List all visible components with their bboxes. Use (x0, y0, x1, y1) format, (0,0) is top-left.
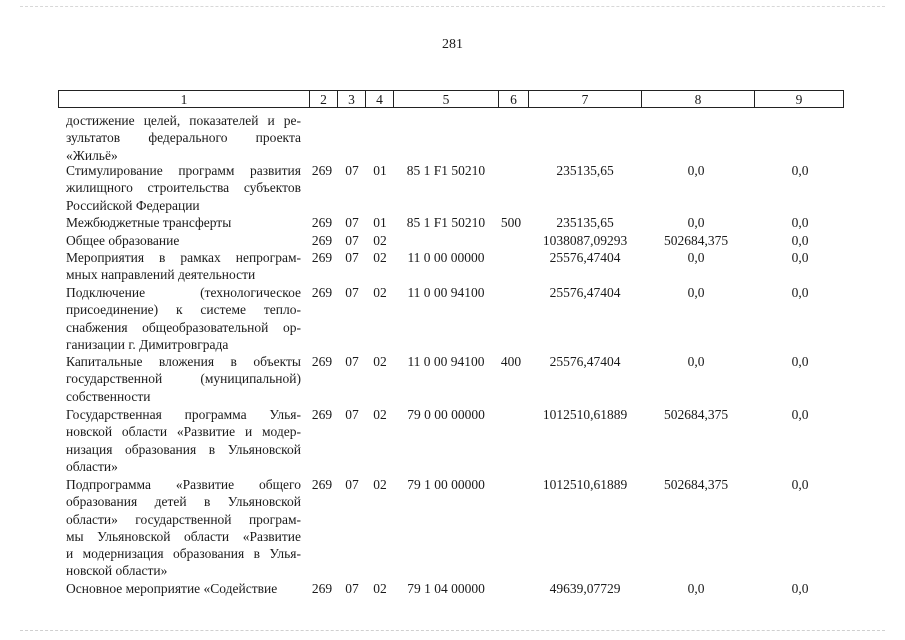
row-name-line: низация образования в Ульяновской (66, 441, 301, 457)
cell-col-2: 269 (311, 581, 333, 596)
header-col-5: 5 (393, 91, 498, 107)
cell-col-5: 11 0 00 94100 (407, 354, 485, 369)
cell-col-7: 1012510,61889 (542, 477, 628, 492)
cell-col-2: 269 (311, 250, 333, 265)
row-name (66, 353, 301, 405)
cell-col-3: 07 (345, 407, 359, 422)
row-name-line: Межбюджетные трансферты (66, 215, 232, 230)
cell-col-4: 02 (373, 233, 387, 248)
cell-col-8: 0,0 (687, 163, 705, 178)
header-col-3: 3 (337, 91, 365, 107)
row-name-line: области» (66, 458, 118, 474)
cell-col-5: 85 1 F1 50210 (406, 215, 486, 230)
header-col-8: 8 (641, 91, 754, 107)
cell-col-4: 02 (373, 354, 387, 369)
cell-col-2: 269 (311, 233, 333, 248)
cell-col-2: 269 (311, 354, 333, 369)
row-name-line: зультатов федерального проекта (66, 130, 301, 146)
header-col-9: 9 (754, 91, 843, 107)
cell-col-7: 235135,65 (556, 163, 614, 178)
row-name-line: Подключение (технологическое (66, 285, 301, 300)
cell-col-3: 07 (345, 250, 359, 265)
cell-col-2: 269 (311, 407, 333, 422)
cell-col-8: 0,0 (687, 250, 705, 265)
cell-col-5: 79 0 00 00000 (407, 407, 485, 422)
cell-col-5: 11 0 00 94100 (407, 285, 485, 300)
row-name-line: мы Ульяновской области «Развитие (66, 528, 301, 544)
cell-col-7: 1038087,09293 (542, 233, 628, 248)
row-name (66, 284, 301, 353)
row-name-line: присоединение) к системе тепло- (66, 302, 301, 318)
header-col-6: 6 (498, 91, 528, 107)
cell-col-6: 500 (500, 215, 522, 230)
cell-col-7: 25576,47404 (549, 285, 621, 300)
cell-col-9: 0,0 (791, 285, 809, 300)
cell-col-7: 49639,07729 (549, 581, 621, 596)
header-col-7: 7 (528, 91, 641, 107)
cell-col-2: 269 (311, 477, 333, 492)
cell-col-2: 269 (311, 215, 333, 230)
cell-col-4: 01 (373, 215, 387, 230)
cell-col-3: 07 (345, 354, 359, 369)
cell-col-5: 11 0 00 00000 (407, 250, 485, 265)
cell-col-9: 0,0 (791, 477, 809, 492)
cell-col-9: 0,0 (791, 215, 809, 230)
row-name-line: Стимулирование программ развития (66, 163, 301, 178)
cell-col-9: 0,0 (791, 233, 809, 248)
cell-col-5: 85 1 F1 50210 (406, 163, 486, 178)
row-name-line: Государственная программа Улья- (66, 407, 301, 422)
cell-col-8: 0,0 (687, 581, 705, 596)
row-name-line: Капитальные вложения в объекты (66, 354, 301, 369)
row-name-line: «Жильё» (66, 147, 118, 163)
row-name (66, 406, 301, 475)
cell-col-2: 269 (311, 163, 333, 178)
cell-col-4: 02 (373, 285, 387, 300)
cell-col-9: 0,0 (791, 581, 809, 596)
cell-col-5: 79 1 00 00000 (407, 477, 485, 492)
header-col-1: 1 (180, 92, 188, 107)
row-name-line: жилищного строительства субъектов (66, 180, 301, 196)
cell-col-9: 0,0 (791, 354, 809, 369)
cell-col-3: 07 (345, 233, 359, 248)
row-name-line: Российской Федерации (66, 197, 200, 213)
cell-col-7: 235135,65 (556, 215, 614, 230)
row-name-line: Подпрограмма «Развитие общего (66, 477, 301, 492)
cell-col-4: 02 (373, 407, 387, 422)
cell-col-3: 07 (345, 581, 359, 596)
row-name-line: Мероприятия в рамках непрограм- (66, 250, 301, 265)
row-name (66, 112, 301, 164)
row-name (66, 580, 301, 597)
row-name-line: собственности (66, 388, 151, 404)
row-name-line: образования детей в Ульяновской (66, 494, 301, 510)
cell-col-9: 0,0 (791, 407, 809, 422)
row-name (66, 214, 301, 231)
cell-col-8: 0,0 (687, 215, 705, 230)
row-name (66, 249, 301, 284)
cell-col-4: 01 (373, 163, 387, 178)
row-name (66, 232, 301, 249)
row-name-line: государственной (муниципальной) (66, 371, 301, 387)
row-name (66, 476, 301, 580)
row-name-line: достижение целей, показателей и ре- (66, 113, 301, 128)
header-col-2: 2 (309, 91, 337, 107)
cell-col-4: 02 (373, 477, 387, 492)
cell-col-2: 269 (311, 285, 333, 300)
cell-col-8: 502684,375 (663, 477, 729, 492)
cell-col-9: 0,0 (791, 163, 809, 178)
row-name-line: снабжения общеобразовательной ор- (66, 319, 301, 335)
row-name (66, 162, 301, 214)
cell-col-7: 25576,47404 (549, 250, 621, 265)
row-name-line: ганизации г. Димитровграда (66, 336, 229, 352)
scan-edge-bottom (20, 630, 885, 632)
cell-col-6: 400 (500, 354, 522, 369)
cell-col-3: 07 (345, 163, 359, 178)
cell-col-7: 25576,47404 (549, 354, 621, 369)
header-col-4: 4 (365, 91, 393, 107)
cell-col-4: 02 (373, 581, 387, 596)
cell-col-7: 1012510,61889 (542, 407, 628, 422)
cell-col-8: 502684,375 (663, 233, 729, 248)
row-name-line: области» государственной програм- (66, 511, 301, 527)
row-name-line: Общее образование (66, 233, 180, 248)
cell-col-8: 0,0 (687, 354, 705, 369)
cell-col-3: 07 (345, 285, 359, 300)
row-name-line: новской области «Развитие и модер- (66, 424, 301, 440)
cell-col-3: 07 (345, 477, 359, 492)
row-name-line: новской области» (66, 563, 168, 579)
cell-col-9: 0,0 (791, 250, 809, 265)
cell-col-3: 07 (345, 215, 359, 230)
row-name-line: и модернизация образования в Улья- (66, 546, 301, 562)
row-name-line: Основное мероприятие «Содействие (66, 581, 278, 596)
page-number: 281 (442, 37, 463, 52)
cell-col-8: 502684,375 (663, 407, 729, 422)
cell-col-4: 02 (373, 250, 387, 265)
cell-col-8: 0,0 (687, 285, 705, 300)
cell-col-5: 79 1 04 00000 (407, 581, 485, 596)
row-name-line: мных направлений деятельности (66, 267, 256, 283)
